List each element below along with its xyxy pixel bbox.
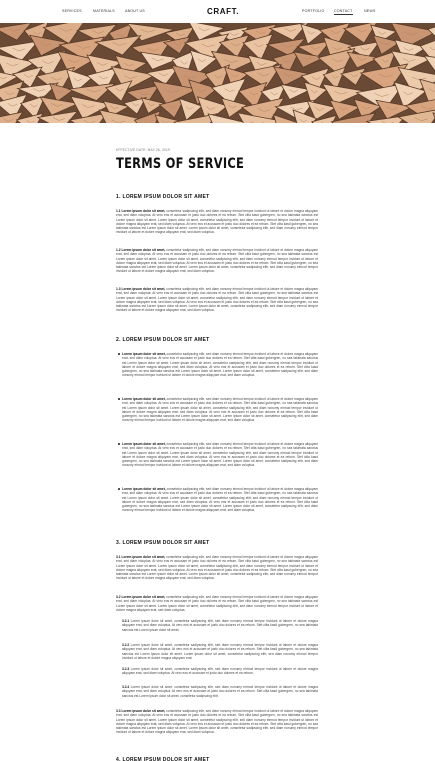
section-heading: 2. LOREM IPSUM DOLOR SIT AMET [116,337,210,343]
section-heading: 4. LOREM IPSUM DOLOR SIT AMET [116,757,210,761]
nav-link-contact[interactable]: CONTACT [334,9,353,13]
page-title: TERMS OF SERVICE [116,156,245,172]
sub-item: 3.2.1 Lorem ipsum dolor sit amet, consetetur sadipscing elitr, sed diam nonumy eirmod tempor invidunt ut labore et dolore magna aliquyam erat, sed diam voluptua. At vero eos et accusam et justo duo dolores et ea rebum. Stet clita kasd gubergren, no sea takimata sanctus est Lorem ipsum dolor sit amet. [122,619,318,632]
list-item: Lorem ipsum dolor sit amet, consetetur sadipscing elitr, sed diam nonumy eirmod tempor invidunt ut labore et dolore magna aliquyam erat, sed diam voluptua. At vero eos et accusam et justo duo dolores et ea rebum. Stet clita kasd gubergren, no sea takimata sanctus est Lorem ipsum dolor sit amet. Lorem ipsum dolor sit amet, consetetur sadipscing elitr, sed diam nonumy eirmod tempor invidunt ut labore et dolore magna aliquyam erat, sed diam voluptua. At vero eos et accusam et justo duo dolores et ea rebum. Stet clita kasd gubergren, no sea takimata sanctus est Lorem ipsum dolor sit amet. Lorem ipsum dolor sit amet, consetetur sadipscing elitr, sed diam nonumy eirmod tempor invidunt ut labore et dolore magna aliquyam erat, sed diam voluptua. [122,442,318,468]
paragraph: 1.1 Lorem ipsum dolor sit amet, consetetur sadipscing elitr, sed diam nonumy eirmod tempor invidunt ut labore et dolore magna aliquyam erat, sed diam voluptua. At vero eos et accusam et justo duo dolores et ea rebum. Stet clita kasd gubergren, no sea takimata sanctus est Lorem ipsum dolor sit amet. Lorem ipsum dolor sit amet, consetetur sadipscing elitr, sed diam nonumy eirmod tempor invidunt ut labore et dolore magna aliquyam erat, sed diam voluptua. At vero eos et accusam et justo duo dolores et ea rebum. Stet clita kasd gubergren, no sea takimata sanctus est Lorem ipsum dolor sit amet. Lorem ipsum dolor sit amet, consetetur sadipscing elitr, sed diam nonumy eirmod tempor invidunt ut labore et dolore magna aliquyam erat, sed diam voluptua. [116,209,318,235]
section-heading: 3. LOREM IPSUM DOLOR SIT AMET [116,540,210,546]
list-item: Lorem ipsum dolor sit amet, consetetur sadipscing elitr, sed diam nonumy eirmod tempor invidunt ut labore et dolore magna aliquyam erat, sed diam voluptua. At vero eos et accusam et justo duo dolores et ea rebum. Stet clita kasd gubergren, no sea takimata sanctus est Lorem ipsum dolor sit amet. Lorem ipsum dolor sit amet, consetetur sadipscing elitr, sed diam nonumy eirmod tempor invidunt ut labore et dolore magna aliquyam erat, sed diam voluptua. At vero eos et accusam et justo duo dolores et ea rebum. Stet clita kasd gubergren, no sea takimata sanctus est Lorem ipsum dolor sit amet. Lorem ipsum dolor sit amet, consetetur sadipscing elitr, sed diam nonumy eirmod tempor invidunt ut labore et dolore magna aliquyam erat, sed diam voluptua. [122,397,318,423]
sub-item: 3.2.2 Lorem ipsum dolor sit amet, consetetur sadipscing elitr, sed diam nonumy eirmod tempor invidunt ut labore et dolore magna aliquyam erat, sed diam voluptua. At vero eos et accusam et justo duo dolores et ea rebum. Stet clita kasd gubergren, no sea takimata sanctus est Lorem ipsum dolor sit amet. Lorem ipsum dolor sit amet, consetetur sadipscing elitr, sed diam nonumy eirmod tempor invidunt ut labore et dolore magna aliquyam erat. [122,643,318,660]
sub-item: 3.2.4 Lorem ipsum dolor sit amet, consetetur sadipscing elitr, sed diam nonumy eirmod tempor invidunt ut labore et dolore magna aliquyam erat, sed diam voluptua. At vero eos et accusam et justo duo dolores et ea rebum. Stet clita kasd gubergren, no sea takimata sanctus est Lorem ipsum dolor sit amet, consetetur sadipscing elitr. [122,685,318,698]
hero-image [0,23,435,123]
document-header [116,148,318,172]
top-navigation [0,0,435,23]
paragraph: 3.3 Lorem ipsum dolor sit amet, consetetur sadipscing elitr, sed diam nonumy eirmod tempor invidunt ut labore et dolore magna aliquyam erat, sed diam voluptua. At vero eos et accusam et justo duo dolores et ea rebum. Stet clita kasd gubergren, no sea takimata sanctus est Lorem ipsum dolor sit amet. Lorem ipsum dolor sit amet, consetetur sadipscing elitr, sed diam nonumy eirmod tempor invidunt ut labore et dolore magna aliquyam erat, sed diam voluptua. At vero eos et accusam et justo duo dolores et ea rebum. Stet clita kasd gubergren, no sea takimata sanctus est Lorem ipsum dolor sit amet. Lorem ipsum dolor sit amet, consetetur sadipscing elitr, sed diam nonumy eirmod tempor invidunt ut labore et dolore magna aliquyam erat, sed diam voluptua. [116,709,318,735]
stacked-firewood-image [0,23,435,123]
list-item: Lorem ipsum dolor sit amet, consetetur sadipscing elitr, sed diam nonumy eirmod tempor invidunt ut labore et dolore magna aliquyam erat, sed diam voluptua. At vero eos et accusam et justo duo dolores et ea rebum. Stet clita kasd gubergren, no sea takimata sanctus est Lorem ipsum dolor sit amet. Lorem ipsum dolor sit amet, consetetur sadipscing elitr, sed diam nonumy eirmod tempor invidunt ut labore et dolore magna aliquyam erat, sed diam voluptua. At vero eos et accusam et justo duo dolores et ea rebum. Stet clita kasd gubergren, no sea takimata sanctus est Lorem ipsum dolor sit amet. Lorem ipsum dolor sit amet, consetetur sadipscing elitr, sed diam nonumy eirmod tempor invidunt ut labore et dolore magna aliquyam erat, sed diam voluptua. [122,487,318,513]
nav-link-about[interactable]: ABOUT US [125,9,145,13]
section-heading: 1. LOREM IPSUM DOLOR SIT AMET [116,194,210,200]
paragraph: 3.1 Lorem ipsum dolor sit amet, consetetur sadipscing elitr, sed diam nonumy eirmod tempor invidunt ut labore et dolore magna aliquyam erat, sed diam voluptua. At vero eos et accusam et justo duo dolores et ea rebum. Stet clita kasd gubergren, no sea takimata sanctus est Lorem ipsum dolor sit amet. Lorem ipsum dolor sit amet, consetetur sadipscing elitr, sed diam nonumy eirmod tempor invidunt ut labore et dolore magna aliquyam erat, sed diam voluptua. At vero eos et accusam et justo duo dolores et ea rebum. Stet clita kasd gubergren, no sea takimata sanctus est Lorem ipsum dolor sit amet. Lorem ipsum dolor sit amet, consetetur sadipscing elitr, sed diam nonumy eirmod tempor invidunt ut labore et dolore magna aliquyam erat, sed diam voluptua. [116,555,318,581]
paragraph: 3.2 Lorem ipsum dolor sit amet, consetetur sadipscing elitr, sed diam nonumy eirmod tempor invidunt ut labore et dolore magna aliquyam erat, sed diam voluptua. At vero eos et accusam et justo duo dolores et ea rebum. Stet clita kasd gubergren, no sea takimata sanctus est Lorem ipsum dolor sit amet. Lorem ipsum dolor sit amet, consetetur sadipscing elitr, sed diam nonumy eirmod tempor invidunt ut labore et dolore magna aliquyam erat, sed diam voluptua. [116,595,318,612]
paragraph: 1.2 Lorem ipsum dolor sit amet, consetetur sadipscing elitr, sed diam nonumy eirmod tempor invidunt ut labore et dolore magna aliquyam erat, sed diam voluptua. At vero eos et accusam et justo duo dolores et ea rebum. Stet clita kasd gubergren, no sea takimata sanctus est Lorem ipsum dolor sit amet. Lorem ipsum dolor sit amet, consetetur sadipscing elitr, sed diam nonumy eirmod tempor invidunt ut labore et dolore magna aliquyam erat, sed diam voluptua. At vero eos et accusam et justo duo dolores et ea rebum. Stet clita kasd gubergren, no sea takimata sanctus est Lorem ipsum dolor sit amet. Lorem ipsum dolor sit amet, consetetur sadipscing elitr, sed diam nonumy eirmod tempor invidunt ut labore et dolore magna aliquyam erat, sed diam voluptua. [116,248,318,274]
list-item: Lorem ipsum dolor sit amet, consetetur sadipscing elitr, sed diam nonumy eirmod tempor invidunt ut labore et dolore magna aliquyam erat, sed diam voluptua. At vero eos et accusam et justo duo dolores et ea rebum. Stet clita kasd gubergren, no sea takimata sanctus est Lorem ipsum dolor sit amet. Lorem ipsum dolor sit amet, consetetur sadipscing elitr, sed diam nonumy eirmod tempor invidunt ut labore et dolore magna aliquyam erat, sed diam voluptua. At vero eos et accusam et justo duo dolores et ea rebum. Stet clita kasd gubergren, no sea takimata sanctus est Lorem ipsum dolor sit amet. Lorem ipsum dolor sit amet, consetetur sadipscing elitr, sed diam nonumy eirmod tempor invidunt ut labore et dolore magna aliquyam erat, sed diam voluptua. [122,352,318,378]
paragraph: 1.3 Lorem ipsum dolor sit amet, consetetur sadipscing elitr, sed diam nonumy eirmod tempor invidunt ut labore et dolore magna aliquyam erat, sed diam voluptua. At vero eos et accusam et justo duo dolores et ea rebum. Stet clita kasd gubergren, no sea takimata sanctus est Lorem ipsum dolor sit amet. Lorem ipsum dolor sit amet, consetetur sadipscing elitr, sed diam nonumy eirmod tempor invidunt ut labore et dolore magna aliquyam erat, sed diam voluptua. At vero eos et accusam et justo duo dolores et ea rebum. Stet clita kasd gubergren, no sea takimata sanctus est Lorem ipsum dolor sit amet. Lorem ipsum dolor sit amet, consetetur sadipscing elitr, sed diam nonumy eirmod tempor invidunt ut labore et dolore magna aliquyam erat, sed diam voluptua. [116,287,318,313]
sub-item: 3.2.3 Lorem ipsum dolor sit amet, consetetur sadipscing elitr, sed diam nonumy eirmod tempor invidunt ut labore et dolore magna aliquyam erat, sed diam voluptua. At vero eos et accusam et justo duo dolores et ea rebum. [122,667,318,676]
nav-link-news[interactable]: NEWS [364,9,376,13]
site-logo[interactable]: CRAFT. [207,7,240,16]
nav-link-services[interactable]: SERVICES [62,9,82,13]
nav-link-materials[interactable]: MATERIALS [93,9,115,13]
effective-date: EFFECTIVE DATE: MAY 26, 2019 [116,148,170,152]
nav-link-portfolio[interactable]: PORTFOLIO [302,9,325,13]
